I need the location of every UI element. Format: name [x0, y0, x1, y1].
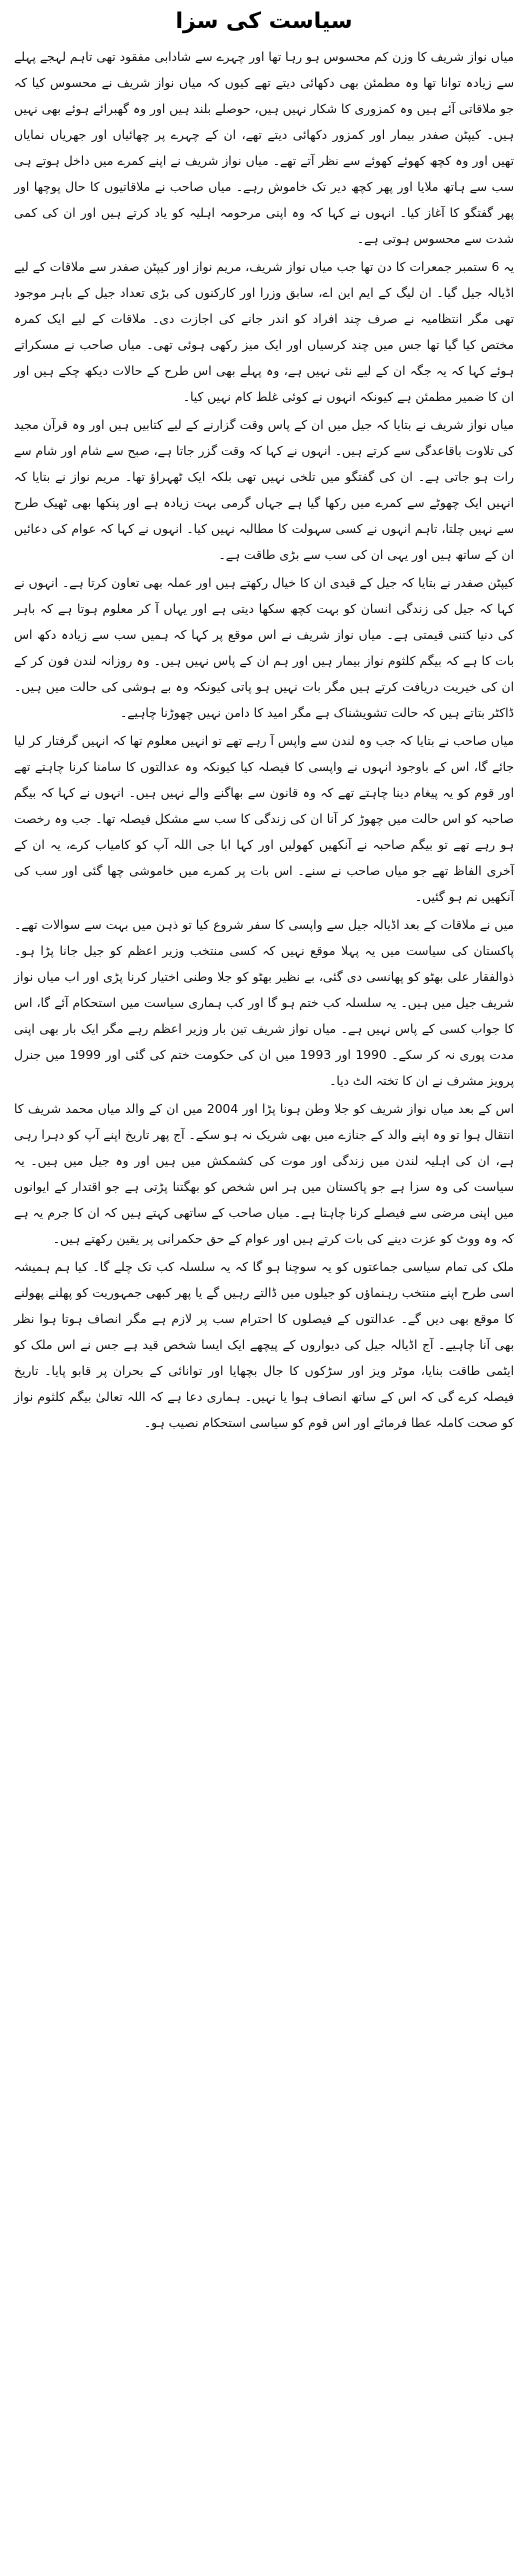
article-paragraph: یہ 6 ستمبر جمعرات کا دن تھا جب میاں نواز شریف، مریم نواز اور کیپٹن صفدر سے ملاقات کے لیے اڈیالہ جیل گیا۔ ان لیگ کے ایم این اے، سابق وزرا اور کارکنوں کی بڑی تعداد جیل کے باہر موجود تھی مگر انتظامیہ نے صرف چند افراد کو اندر جانے کی اجازت دی۔ ملاقات کے لیے ایک کمرہ مختص کیا گیا تھا جس میں چند کرسیاں اور ایک میز رکھی ہوئی تھی۔ میاں صاحب نے مسکراتے ہوئے کہا کہ یہ جگہ ان کے لیے نئی نہیں ہے، وہ پہلے بھی اس طرح کے حالات دیکھ چکے ہیں اور ان کا ضمیر مطمئن ہے کیونکہ انہوں نے کوئی غلط کام نہیں کیا۔: [14, 260, 515, 404]
article-paragraph: میاں صاحب نے بتایا کہ جب وہ لندن سے واپس آ رہے تھے تو انہیں معلوم تھا کہ انہیں گرفتار کر لیا جائے گا، اس کے باوجود انہوں نے واپسی کا فیصلہ کیا کیونکہ وہ عدالتوں کا سامنا کرنا چاہتے تھے اور قوم کو یہ پیغام دینا چاہتے تھے کہ وہ قانون سے بھاگنے والے نہیں ہیں۔ انہوں نے کہا کہ بیگم صاحبہ کو اس حالت میں چھوڑ کر آنا ان کی زندگی کا سب سے مشکل فیصلہ تھا۔ جب وہ رخصت ہو رہے تھے تو بیگم صاحبہ نے آنکھیں کھولیں اور کہا ابا جی اللہ آپ کو کامیاب کرے، یہ ان کے آخری الفاظ تھے جو میاں صاحب نے سنے۔ اس بات پر کمرے میں خاموشی چھا گئی اور سب کی آنکھیں نم ہو گئیں۔: [14, 734, 514, 904]
article-body: [14, 44, 514, 1436]
article-paragraph: ملک کی تمام سیاسی جماعتوں کو یہ سوچنا ہو گا کہ یہ سلسلہ کب تک چلے گا۔ کیا ہم ہمیشہ اسی طرح اپنے منتخب رہنماؤں کو جیلوں میں ڈالتے رہیں گے یا پھر کبھی جمہوریت کو پھلنے پھولنے کا موقع بھی دیں گے۔ عدالتوں کے فیصلوں کا احترام سب پر لازم ہے مگر انصاف ہوتا ہوا نظر بھی آنا چاہیے۔ آج اڈیالہ جیل کی دیواروں کے پیچھے ایک ایسا شخص قید ہے جس نے اس ملک کو ایٹمی طاقت بنایا، موٹر ویز اور سڑکوں کا جال بچھایا اور توانائی کے بحران پر قابو پایا۔ تاریخ فیصلہ کرے گی کہ اس کے ساتھ انصاف ہوا یا نہیں۔ ہماری دعا ہے کہ اللہ تعالیٰ بیگم کلثوم نواز کو صحت کاملہ عطا فرمائے اور اس قوم کو سیاسی استحکام نصیب ہو۔: [14, 1260, 514, 1430]
article-headline: سیاست کی سزا: [175, 9, 353, 34]
newspaper-column: [10, 0, 518, 2552]
article-paragraph: میاں نواز شریف نے بتایا کہ جیل میں ان کے پاس وقت گزارنے کے لیے کتابیں ہیں اور وہ قرآن مجید کی تلاوت باقاعدگی سے کرتے ہیں۔ انہوں نے کہا کہ وقت گزر جاتا ہے، صبح سے شام اور شام سے رات ہو جاتی ہے۔ ان کی گفتگو میں تلخی نہیں تھی بلکہ ایک ٹھہراؤ تھا۔ مریم نواز نے بتایا کہ انہیں ایک چھوٹے سے کمرے میں رکھا گیا ہے جہاں گرمی بہت زیادہ ہے اور پنکھا بھی ٹھیک طرح سے نہیں چلتا، تاہم انہوں نے کسی سہولت کا مطالبہ نہیں کیا۔ انہوں نے کہا کہ عوام کی دعائیں ان کے ساتھ ہیں اور یہی ان کی سب سے بڑی طاقت ہے۔: [14, 418, 514, 562]
article-paragraph: میاں نواز شریف کا وزن کم محسوس ہو رہا تھا اور چہرے سے شادابی مفقود تھی تاہم لہجے پہلے سے زیادہ توانا تھا وہ مطمئن بھی دکھائی دیتے تھے کیوں کہ میاں نواز شریف نے محسوس کیا کہ جو ملاقاتی آئے ہیں وہ کمزوری کا شکار نہیں ہیں، حوصلے بلند ہیں اور وہ گھبرائے ہوئے بھی نہیں ہیں۔ کیپٹن صفدر بیمار اور کمزور دکھائی دیتے تھے، ان کے چہرے پر چھائیاں اور جھریاں نمایاں تھیں اور وہ کچھ کھوئے کھوئے سے نظر آتے تھے۔ میاں نواز شریف نے اپنے کمرے میں داخل ہوتے ہی سب سے ہاتھ ملایا اور پھر کچھ دیر تک خاموش رہے۔ میاں صاحب نے ملاقاتیوں کا حال پوچھا اور پھر گفتگو کا آغاز کیا۔ انہوں نے کہا کہ وہ اپنی مرحومہ اہلیہ کو یاد کرتے ہیں اور ان کی کمی شدت سے محسوس ہوتی ہے۔: [14, 50, 514, 246]
article-paragraph: میں نے ملاقات کے بعد اڈیالہ جیل سے واپسی کا سفر شروع کیا تو ذہن میں بہت سے سوالات تھے۔ پاکستان کی سیاست میں یہ پہلا موقع نہیں کہ کسی منتخب وزیر اعظم کو جیل جانا پڑا ہو۔ ذوالفقار علی بھٹو کو پھانسی دی گئی، بے نظیر بھٹو کو جلا وطنی اختیار کرنا پڑی اور اب میاں نواز شریف جیل میں ہیں۔ یہ سلسلہ کب ختم ہو گا اور کب ہماری سیاست میں استحکام آئے گا، اس کا جواب کسی کے پاس نہیں ہے۔ میاں نواز شریف تین بار وزیر اعظم رہے مگر ایک بار بھی اپنی مدت پوری نہ کر سکے۔ 1990 اور 1993 میں ان کی حکومت ختم کی گئی اور 1999 میں جنرل پرویز مشرف نے ان کا تختہ الٹ دیا۔: [14, 918, 514, 1088]
article-paragraph: اس کے بعد میاں نواز شریف کو جلا وطن ہونا پڑا اور 2004 میں ان کے والد میاں محمد شریف کا انتقال ہوا تو وہ اپنے والد کے جنازے میں بھی شریک نہ ہو سکے۔ آج پھر تاریخ اپنے آپ کو دہرا رہی ہے، ان کی اہلیہ لندن میں زندگی اور موت کی کشمکش میں ہیں اور وہ جیل میں ہیں۔ یہ سیاست کی وہ سزا ہے جو پاکستان میں ہر اس شخص کو بھگتنا پڑتی ہے جو اقتدار کے ایوانوں میں اپنی مرضی سے فیصلے کرنا چاہتا ہے۔ میاں صاحب کے ساتھی کہتے ہیں کہ ان کا جرم یہ ہے کہ وہ ووٹ کو عزت دینے کی بات کرتے ہیں اور عوام کے حق حکمرانی پر یقین رکھتے ہیں۔: [14, 1102, 514, 1246]
article-paragraph: کیپٹن صفدر نے بتایا کہ جیل کے قیدی ان کا خیال رکھتے ہیں اور عملہ بھی تعاون کرتا ہے۔ انہوں نے کہا کہ جیل کی زندگی انسان کو بہت کچھ سکھا دیتی ہے اور یہاں آ کر معلوم ہوتا ہے کہ باہر کی دنیا کتنی قیمتی ہے۔ میاں نواز شریف نے اس موقع پر کہا کہ ہمیں سب سے زیادہ دکھ اس بات کا ہے کہ بیگم کلثوم نواز بیمار ہیں اور ہم ان کے پاس نہیں ہیں۔ وہ روزانہ لندن فون کر کے ان کی خیریت دریافت کرتے ہیں مگر بات نہیں ہو پاتی کیونکہ وہ بے ہوشی کی حالت میں ہیں۔ ڈاکٹر بتاتے ہیں کہ حالت تشویشناک ہے مگر امید کا دامن نہیں چھوڑنا چاہیے۔: [14, 576, 514, 720]
